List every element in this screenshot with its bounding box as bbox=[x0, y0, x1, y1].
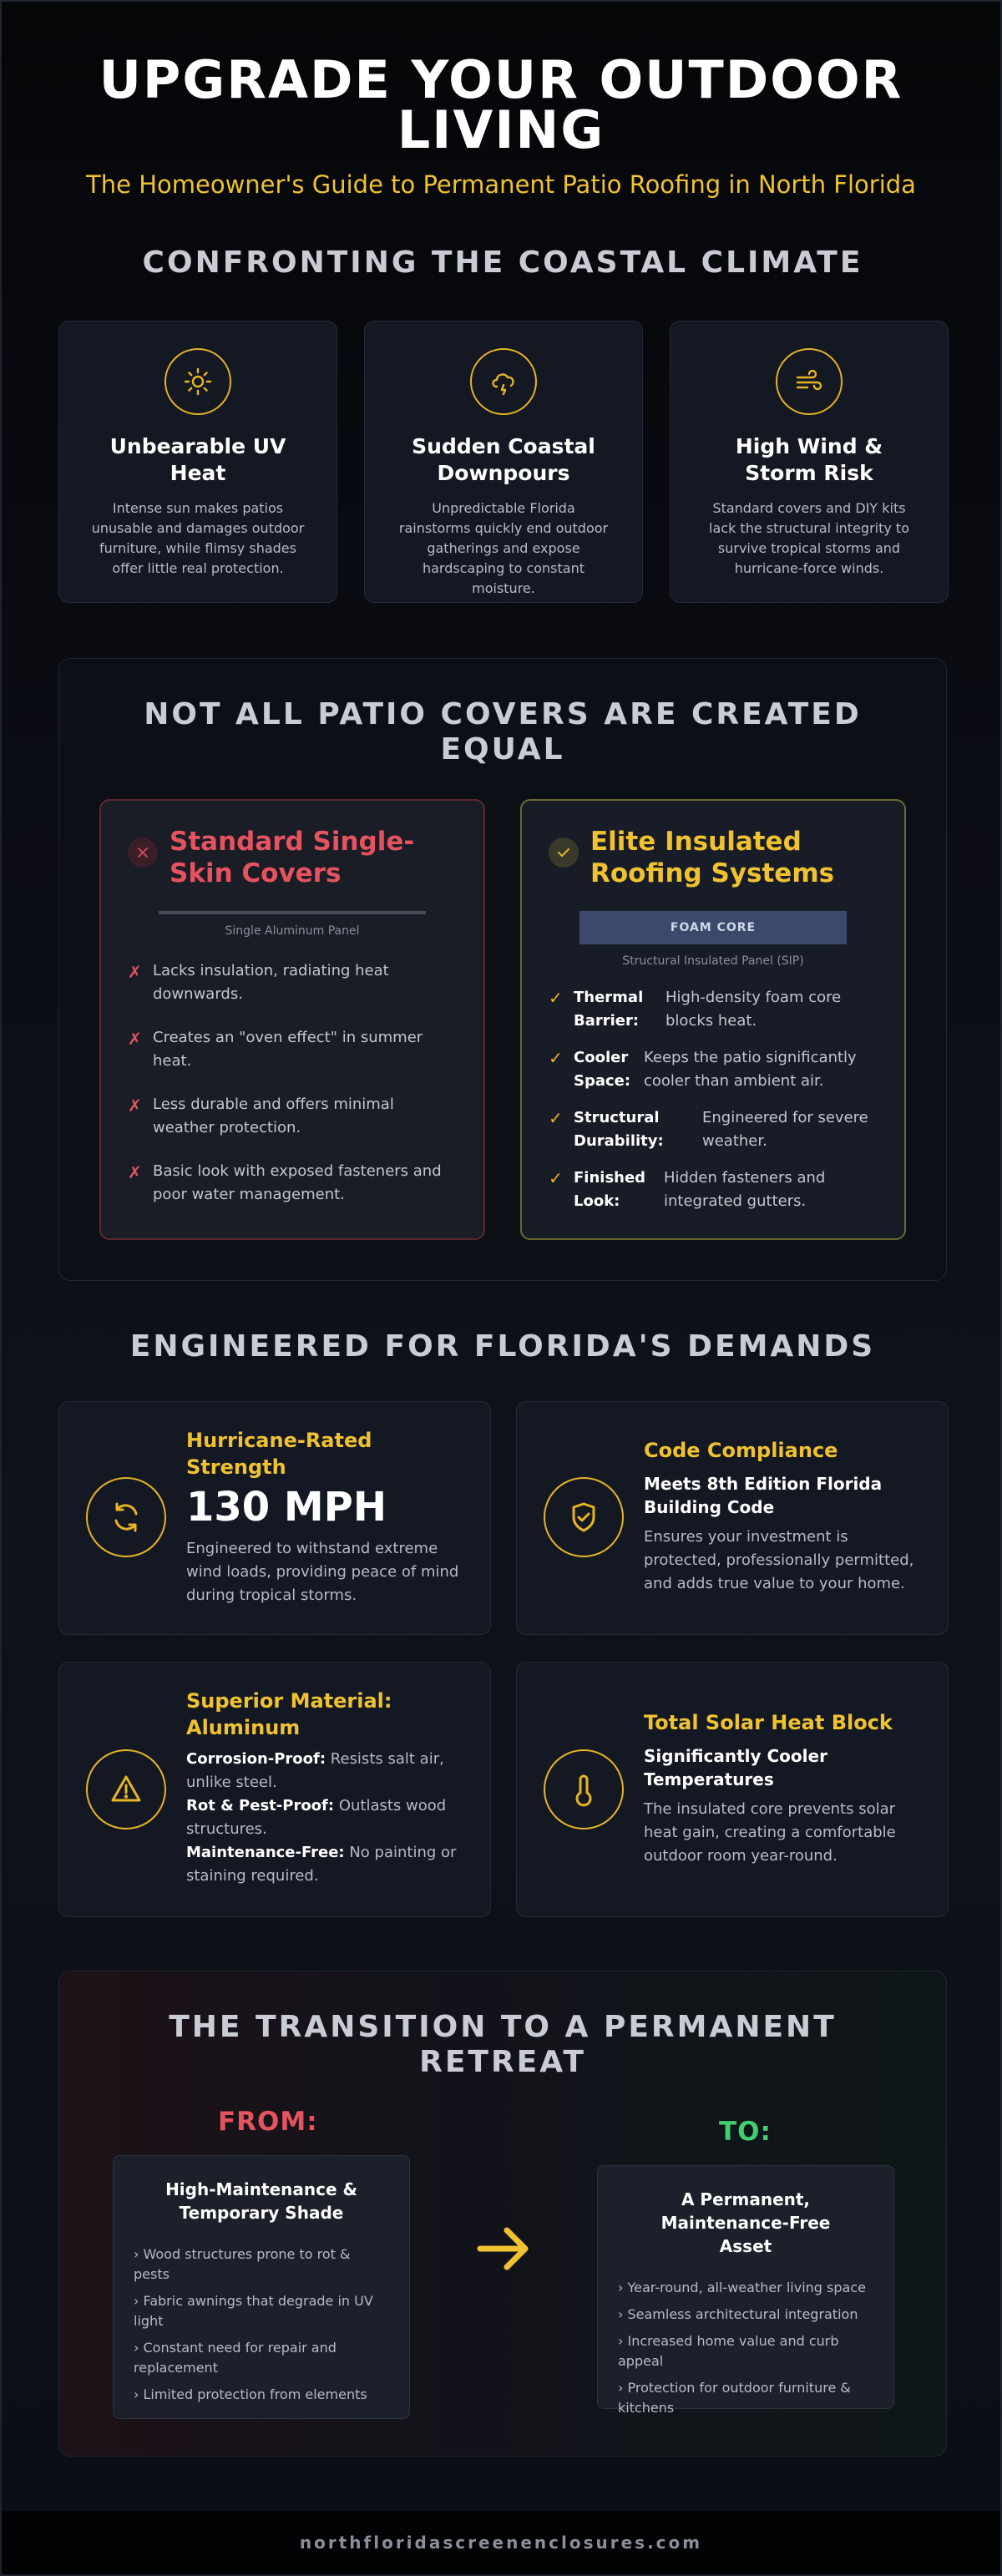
card-text: Ensures your investment is protected, professionally permitted, and adds true value to your home. bbox=[644, 1528, 914, 1592]
material-line bbox=[186, 1794, 470, 1841]
refresh-cycle-icon bbox=[86, 1477, 166, 1557]
standard-covers-title: Standard Single-Skin Covers bbox=[170, 827, 415, 888]
line-term: Rot & Pest-Proof: bbox=[186, 1797, 335, 1814]
from-label: FROM: bbox=[218, 2107, 318, 2137]
comparison-title: NOT ALL PATIO COVERS ARE CREATED EQUAL bbox=[144, 697, 862, 767]
card-body bbox=[644, 1437, 928, 1596]
list-item-text: Creates an "oven effect" in summer heat. bbox=[153, 1029, 423, 1070]
from-card-title: High-Maintenance & Temporary Shade bbox=[165, 2179, 357, 2223]
rain-cloud-icon bbox=[470, 348, 537, 415]
card-subtitle: Significantly Cooler Temperatures bbox=[644, 1746, 827, 1789]
benefit-term: Finished Look: bbox=[574, 1169, 646, 1210]
line-text: Outlasts wood structures. bbox=[186, 1797, 447, 1838]
engineered-section bbox=[2, 1329, 1002, 1885]
page-subtitle: The Homeowner's Guide to Permanent Patio Roofing in North Florida bbox=[86, 170, 916, 199]
elite-roofing-panel bbox=[520, 799, 906, 1240]
list-item bbox=[549, 1046, 878, 1093]
wind-icon bbox=[776, 348, 843, 415]
to-list bbox=[618, 2278, 873, 2418]
check-icon: ✓ bbox=[549, 1168, 563, 1188]
hero bbox=[2, 2, 1000, 199]
cross-icon: ✗ bbox=[128, 962, 142, 982]
line-text: Resists salt air, unlike steel. bbox=[186, 1750, 444, 1791]
card-title: Hurricane-Rated Strength bbox=[186, 1429, 372, 1479]
list-item-text: Lacks insulation, radiating heat downwards. bbox=[153, 962, 389, 1003]
list-item: › Increased home value and curb appeal bbox=[618, 2333, 839, 2369]
code-compliance-card bbox=[516, 1401, 949, 1635]
footer-site-link[interactable]: northfloridascreenenclosures.com bbox=[299, 2533, 703, 2553]
shield-check-icon bbox=[544, 1477, 624, 1557]
card-body bbox=[644, 1709, 928, 1868]
card-title: Total Solar Heat Block bbox=[644, 1711, 893, 1734]
climate-card-title: High Wind & Storm Risk bbox=[735, 434, 883, 485]
benefit-term: Structural Durability: bbox=[574, 1109, 664, 1150]
hurricane-card bbox=[58, 1401, 491, 1635]
list-item bbox=[128, 1160, 457, 1207]
material-line bbox=[186, 1841, 470, 1888]
list-item: › Protection for outdoor furniture & kitchens bbox=[618, 2380, 851, 2416]
solar-heat-card bbox=[516, 1662, 949, 1917]
arrow-right-icon bbox=[473, 2219, 534, 2282]
list-item-text: Less durable and offers minimal weather protection. bbox=[153, 1096, 394, 1136]
list-item: › Fabric awnings that degrade in UV light bbox=[134, 2293, 373, 2329]
list-item bbox=[549, 1106, 878, 1153]
to-label: TO: bbox=[719, 2117, 772, 2147]
benefit-text: High-density foam core blocks heat. bbox=[665, 989, 842, 1030]
card-title: Code Compliance bbox=[644, 1439, 838, 1462]
card-title: Superior Material: Aluminum bbox=[186, 1689, 392, 1739]
climate-section-title: CONFRONTING THE COASTAL CLIMATE bbox=[142, 245, 863, 280]
from-card bbox=[113, 2155, 410, 2419]
card-body bbox=[186, 1427, 470, 1607]
standard-covers-panel bbox=[99, 799, 485, 1240]
checkmark-icon bbox=[549, 838, 579, 868]
page-title: UPGRADE YOUR OUTDOOR LIVING bbox=[99, 49, 903, 160]
benefit-text: Keeps the patio significantly cooler than ambient air. bbox=[644, 1049, 857, 1090]
climate-card-text: Unpredictable Florida rainstorms quickly end outdoor gatherings and expose hardscaping to constant moisture. bbox=[398, 500, 609, 596]
climate-card-uv bbox=[58, 321, 337, 603]
benefit-term: Cooler Space: bbox=[574, 1049, 631, 1090]
x-mark-icon bbox=[128, 838, 158, 868]
list-item: › Limited protection from elements bbox=[134, 2386, 367, 2402]
climate-cards bbox=[58, 321, 949, 603]
list-item: › Constant need for repair and replacement bbox=[134, 2340, 337, 2376]
check-icon: ✓ bbox=[549, 1048, 563, 1068]
warning-triangle-icon bbox=[86, 1749, 166, 1830]
check-icon: ✓ bbox=[549, 988, 563, 1008]
list-item: › Year-round, all-weather living space bbox=[618, 2280, 866, 2295]
thermometer-icon bbox=[544, 1749, 624, 1830]
card-text: Engineered to withstand extreme wind loads, providing peace of mind during tropical storms. bbox=[186, 1540, 459, 1604]
climate-card-title: Unbearable UV Heat bbox=[109, 434, 286, 485]
benefit-text: Engineered for severe weather. bbox=[702, 1109, 868, 1150]
sun-icon bbox=[164, 348, 231, 415]
climate-card-title: Sudden Coastal Downpours bbox=[412, 434, 595, 485]
check-icon: ✓ bbox=[549, 1108, 563, 1128]
material-line bbox=[186, 1748, 470, 1794]
panel-header bbox=[128, 826, 457, 889]
benefit-text: Hidden fasteners and integrated gutters. bbox=[664, 1169, 826, 1210]
line-term: Maintenance-Free: bbox=[186, 1844, 345, 1861]
list-item bbox=[128, 1093, 457, 1140]
climate-card-text: Standard covers and DIY kits lack the structural integrity to survive tropical storms and hurricane-force winds. bbox=[709, 500, 909, 576]
to-card bbox=[597, 2165, 894, 2416]
panel-caption: Structural Insulated Panel (SIP) bbox=[622, 954, 804, 968]
to-card-title: A Permanent, Maintenance-Free Asset bbox=[660, 2189, 831, 2256]
list-item bbox=[549, 1167, 878, 1213]
cross-icon: ✗ bbox=[128, 1029, 142, 1049]
line-text: No painting or staining required. bbox=[186, 1844, 457, 1885]
footer bbox=[2, 2511, 1000, 2574]
single-panel-graphic bbox=[159, 911, 426, 914]
panel-caption: Single Aluminum Panel bbox=[225, 924, 360, 938]
card-text: The insulated core prevents solar heat gain, creating a comfortable outdoor room year-round. bbox=[644, 1800, 896, 1865]
card-body bbox=[186, 1688, 470, 1888]
engineered-section-title: ENGINEERED FOR FLORIDA'S DEMANDS bbox=[129, 1329, 876, 1364]
comparison-section bbox=[58, 658, 947, 1281]
list-item bbox=[549, 986, 878, 1033]
from-list bbox=[134, 2245, 389, 2405]
list-item: › Seamless architectural integration bbox=[618, 2306, 858, 2322]
elite-benefits-list bbox=[549, 986, 878, 1213]
wind-rating: 130 MPH bbox=[186, 1484, 387, 1531]
cross-icon: ✗ bbox=[128, 1162, 142, 1182]
card-subtitle: Meets 8th Edition Florida Building Code bbox=[644, 1474, 883, 1517]
list-item-text: Basic look with exposed fasteners and poor water management. bbox=[153, 1162, 442, 1203]
standard-drawbacks-list bbox=[128, 959, 457, 1207]
climate-section bbox=[2, 245, 1002, 596]
line-term: Corrosion-Proof: bbox=[186, 1750, 326, 1768]
climate-card-downpours bbox=[364, 321, 643, 603]
panel-header bbox=[549, 826, 878, 889]
climate-card-wind bbox=[670, 321, 949, 603]
transition-title: THE TRANSITION TO A PERMANENT RETREAT bbox=[169, 2010, 837, 2079]
list-item bbox=[128, 1026, 457, 1073]
list-item bbox=[128, 959, 457, 1006]
climate-card-text: Intense sun makes patios unusable and damages outdoor furniture, while flimsy shades offer little real protection. bbox=[91, 500, 305, 576]
list-item: › Wood structures prone to rot & pests bbox=[134, 2246, 351, 2282]
cross-icon: ✗ bbox=[128, 1096, 142, 1116]
benefit-term: Thermal Barrier: bbox=[574, 989, 644, 1030]
transition-section bbox=[58, 1971, 947, 2457]
foam-core-graphic: FOAM CORE bbox=[579, 911, 847, 944]
material-card bbox=[58, 1662, 491, 1917]
elite-roofing-title: Elite Insulated Roofing Systems bbox=[590, 827, 835, 888]
